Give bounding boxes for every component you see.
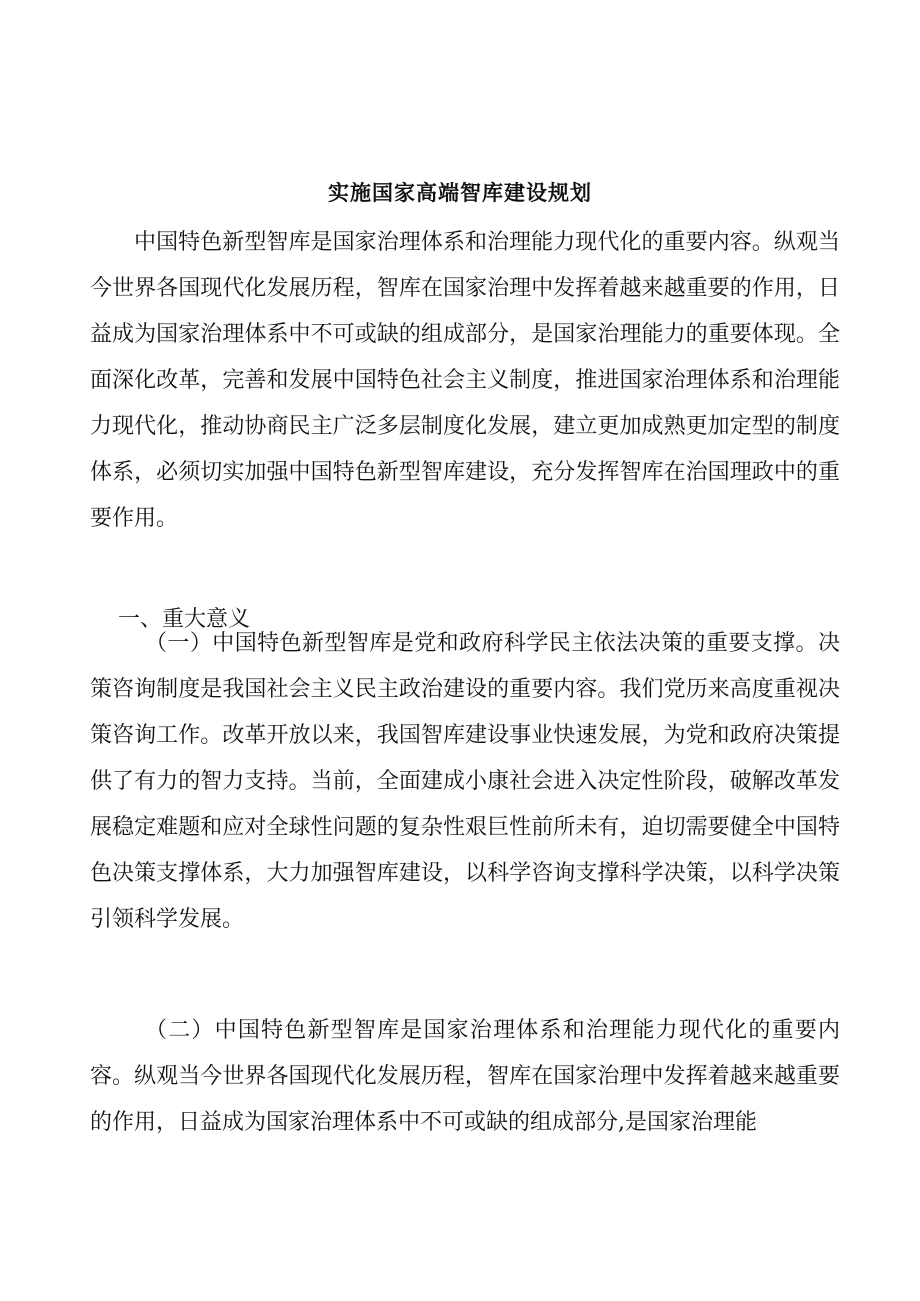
section-heading: 一、重大意义 [118, 607, 251, 632]
section-paragraph: （一）中国特色新型智库是党和政府科学民主依法决策的重要支撑。决策咨询制度是我国社会主义民主政治建设的重要内容。我们党历来高度重视决策咨询工作。改革开放以来，我国智库建设事业快速发展，为党和政府决策提供了有力的智力支持。当前，全面建成小康社会进入决定性阶段，破解改革发展稳定难题和应对全球性问题的复杂性艰巨性前所未有，迫切需要健全中国特色决策支撑体系，大力加强智库建设，以科学咨询支撑科学决策，以科学决策引领科学发展。 [90, 631, 840, 932]
document-title: 实施国家高端智库建设规划 [328, 180, 592, 205]
section-paragraph: （二）中国特色新型智库是国家治理体系和治理能力现代化的重要内容。纵观当今世界各国现代化发展历程，智库在国家治理中发挥着越来越重要的作用，日益成为国家治理体系中不可或缺的组成部分,是国家治理能 [90, 1018, 840, 1135]
intro-paragraph: 中国特色新型智库是国家治理体系和治理能力现代化的重要内容。纵观当今世界各国现代化发展历程，智库在国家治理中发挥着越来越重要的作用，日益成为国家治理体系中不可或缺的组成部分，是国家治理能力的重要体现。全面深化改革，完善和发展中国特色社会主义制度，推进国家治理体系和治理能力现代化，推动协商民主广泛多层制度化发展，建立更加成熟更加定型的制度体系，必须切实加强中国特色新型智库建设，充分发挥智库在治国理政中的重要作用。 [90, 230, 840, 531]
